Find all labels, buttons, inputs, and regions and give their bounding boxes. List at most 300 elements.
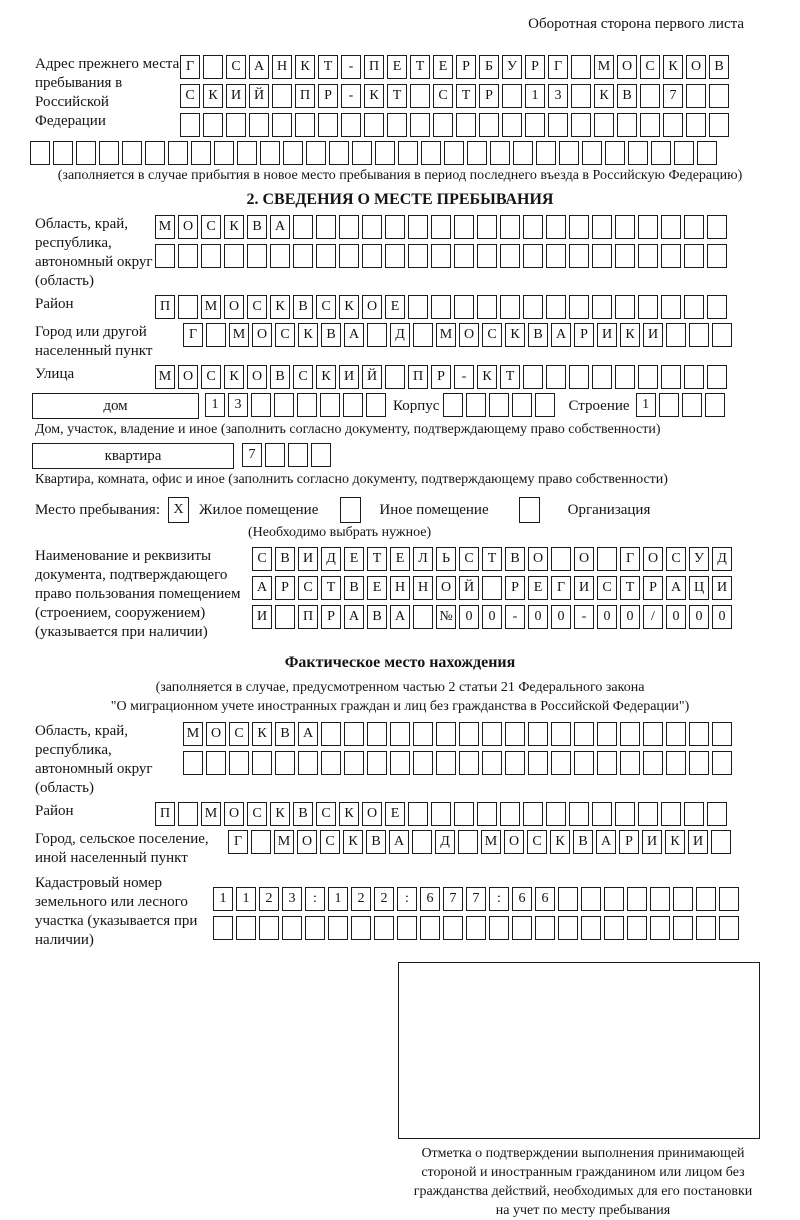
char-box: М bbox=[201, 802, 221, 826]
document-label: Наименование и реквизиты документа, подтверждающего право пользования помещением (строением, сооружением) (указывается при наличии) bbox=[35, 548, 241, 640]
char-box bbox=[712, 323, 732, 347]
char-box bbox=[206, 323, 226, 347]
actual-location-title: Фактическое место нахождения bbox=[284, 654, 516, 671]
char-box bbox=[362, 244, 382, 268]
document-row-2 bbox=[252, 576, 735, 600]
house-caption: Дом, участок, владение и иное (заполнить согласно документу, подтверждающему право собственности) bbox=[35, 422, 661, 437]
char-box bbox=[408, 215, 428, 239]
stamp-caption-line-4: на учет по месту пребывания bbox=[495, 1203, 671, 1218]
char-box bbox=[367, 751, 387, 775]
char-box: Н bbox=[390, 576, 410, 600]
char-box: А bbox=[596, 830, 616, 854]
char-box: А bbox=[249, 55, 269, 79]
char-box bbox=[627, 887, 647, 911]
char-box bbox=[696, 916, 716, 940]
char-box bbox=[523, 244, 543, 268]
char-box: 6 bbox=[512, 887, 532, 911]
char-box: И bbox=[712, 576, 732, 600]
char-box bbox=[615, 244, 635, 268]
char-box bbox=[206, 751, 226, 775]
char-box bbox=[306, 141, 326, 165]
char-box: 2 bbox=[351, 887, 371, 911]
char-box bbox=[659, 393, 679, 417]
stay-type-line bbox=[35, 497, 800, 523]
char-box bbox=[316, 244, 336, 268]
char-box: С bbox=[666, 547, 686, 571]
char-box: К bbox=[663, 55, 683, 79]
char-box: Д bbox=[390, 323, 410, 347]
region-field bbox=[35, 215, 800, 291]
char-box: Р bbox=[619, 830, 639, 854]
char-box bbox=[408, 295, 428, 319]
char-box: С bbox=[316, 295, 336, 319]
char-box bbox=[551, 722, 571, 746]
char-box bbox=[523, 215, 543, 239]
char-box bbox=[684, 295, 704, 319]
char-box: К bbox=[364, 84, 384, 108]
apartment-boxes bbox=[242, 443, 334, 467]
char-box bbox=[697, 141, 717, 165]
char-box bbox=[489, 916, 509, 940]
char-box: В bbox=[344, 576, 364, 600]
char-box bbox=[454, 802, 474, 826]
char-box bbox=[705, 393, 725, 417]
char-box bbox=[689, 323, 709, 347]
char-box bbox=[297, 393, 317, 417]
stroenie-boxes bbox=[636, 393, 728, 417]
cadastral-rows bbox=[213, 887, 742, 940]
city-label: Город или другой населенный пункт bbox=[35, 324, 153, 359]
city-field bbox=[35, 323, 800, 361]
section2-title: 2. СВЕДЕНИЯ О МЕСТЕ ПРЕБЫВАНИЯ bbox=[246, 191, 554, 208]
char-box: Е bbox=[387, 55, 407, 79]
char-box: 0 bbox=[666, 605, 686, 629]
region-rows bbox=[155, 215, 730, 268]
char-box bbox=[512, 393, 532, 417]
char-box: Д bbox=[321, 547, 341, 571]
char-box: : bbox=[489, 887, 509, 911]
char-box: В bbox=[275, 722, 295, 746]
char-box: О bbox=[436, 576, 456, 600]
char-box: Е bbox=[344, 547, 364, 571]
city-row bbox=[183, 323, 735, 347]
char-box bbox=[505, 751, 525, 775]
char-box: Р bbox=[574, 323, 594, 347]
char-box bbox=[431, 295, 451, 319]
char-box bbox=[711, 830, 731, 854]
char-box bbox=[686, 84, 706, 108]
char-box bbox=[551, 547, 571, 571]
char-box: С bbox=[527, 830, 547, 854]
char-box bbox=[719, 916, 739, 940]
char-box: А bbox=[344, 605, 364, 629]
char-box: 0 bbox=[551, 605, 571, 629]
char-box: 2 bbox=[374, 887, 394, 911]
char-box: 0 bbox=[482, 605, 502, 629]
char-box bbox=[343, 393, 363, 417]
char-box: 0 bbox=[712, 605, 732, 629]
char-box bbox=[592, 802, 612, 826]
char-box: В bbox=[293, 295, 313, 319]
char-box: С bbox=[252, 547, 272, 571]
char-box bbox=[293, 244, 313, 268]
char-box bbox=[643, 751, 663, 775]
char-box: К bbox=[477, 365, 497, 389]
char-box bbox=[339, 215, 359, 239]
char-box: Т bbox=[410, 55, 430, 79]
char-box: К bbox=[224, 215, 244, 239]
char-box: К bbox=[203, 84, 223, 108]
char-box bbox=[546, 802, 566, 826]
char-box bbox=[569, 215, 589, 239]
char-box bbox=[592, 244, 612, 268]
char-box bbox=[366, 393, 386, 417]
korpus-boxes bbox=[443, 393, 558, 417]
char-box bbox=[661, 295, 681, 319]
char-box: С bbox=[247, 802, 267, 826]
stamp-box bbox=[398, 962, 760, 1139]
char-box bbox=[615, 365, 635, 389]
char-box bbox=[482, 722, 502, 746]
char-box bbox=[571, 113, 591, 137]
char-box: Т bbox=[500, 365, 520, 389]
char-box: О bbox=[247, 365, 267, 389]
char-box bbox=[707, 802, 727, 826]
char-box: О bbox=[178, 365, 198, 389]
char-box bbox=[53, 141, 73, 165]
char-box bbox=[525, 113, 545, 137]
char-box: М bbox=[594, 55, 614, 79]
char-box: У bbox=[689, 547, 709, 571]
house-line bbox=[32, 393, 800, 419]
char-box: С bbox=[275, 323, 295, 347]
char-box bbox=[341, 113, 361, 137]
char-box: 1 bbox=[236, 887, 256, 911]
actual-region-rows bbox=[183, 722, 735, 775]
char-box: 0 bbox=[620, 605, 640, 629]
char-box bbox=[592, 215, 612, 239]
char-box: 3 bbox=[228, 393, 248, 417]
char-box: Й bbox=[249, 84, 269, 108]
stamp-caption-line-1: Отметка о подтверждении выполнения принимающей bbox=[421, 1146, 745, 1161]
char-box: В bbox=[528, 323, 548, 347]
char-box: 7 bbox=[466, 887, 486, 911]
char-box: Т bbox=[482, 547, 502, 571]
char-box: С bbox=[316, 802, 336, 826]
char-box: С bbox=[201, 365, 221, 389]
char-box bbox=[569, 802, 589, 826]
char-box bbox=[145, 141, 165, 165]
char-box: Д bbox=[435, 830, 455, 854]
char-box: П bbox=[298, 605, 318, 629]
char-box: 1 bbox=[205, 393, 225, 417]
char-box: О bbox=[224, 295, 244, 319]
char-box: Т bbox=[318, 55, 338, 79]
char-box bbox=[707, 365, 727, 389]
char-box bbox=[420, 916, 440, 940]
street-label: Улица bbox=[35, 366, 75, 382]
char-box bbox=[282, 916, 302, 940]
char-box: М bbox=[155, 215, 175, 239]
char-box bbox=[569, 365, 589, 389]
char-box: И bbox=[688, 830, 708, 854]
char-box bbox=[571, 55, 591, 79]
char-box: 1 bbox=[328, 887, 348, 911]
char-box bbox=[523, 365, 543, 389]
char-box bbox=[628, 141, 648, 165]
char-box bbox=[201, 244, 221, 268]
char-box bbox=[696, 887, 716, 911]
char-box: 0 bbox=[528, 605, 548, 629]
char-box: И bbox=[252, 605, 272, 629]
char-box bbox=[272, 84, 292, 108]
char-box bbox=[477, 295, 497, 319]
char-box: С bbox=[433, 84, 453, 108]
char-box bbox=[523, 295, 543, 319]
char-box: С bbox=[459, 547, 479, 571]
region-row-1 bbox=[155, 215, 730, 239]
char-box: И bbox=[643, 323, 663, 347]
char-box bbox=[413, 751, 433, 775]
actual-district-row bbox=[155, 802, 730, 826]
char-box bbox=[183, 751, 203, 775]
char-box: Т bbox=[620, 576, 640, 600]
char-box bbox=[597, 547, 617, 571]
char-box: Р bbox=[321, 605, 341, 629]
char-box bbox=[431, 244, 451, 268]
actual-city-field bbox=[35, 830, 800, 868]
char-box: В bbox=[505, 547, 525, 571]
char-box bbox=[191, 141, 211, 165]
char-box: К bbox=[594, 84, 614, 108]
char-box bbox=[686, 113, 706, 137]
char-box bbox=[500, 295, 520, 319]
char-box: А bbox=[389, 830, 409, 854]
char-box bbox=[535, 393, 555, 417]
char-box bbox=[661, 365, 681, 389]
char-box bbox=[548, 113, 568, 137]
char-box bbox=[651, 141, 671, 165]
char-box: М bbox=[481, 830, 501, 854]
char-box bbox=[454, 295, 474, 319]
char-box bbox=[674, 141, 694, 165]
char-box bbox=[467, 141, 487, 165]
char-box bbox=[597, 751, 617, 775]
char-box bbox=[482, 751, 502, 775]
cadastral-field bbox=[35, 874, 800, 950]
char-box bbox=[502, 113, 522, 137]
char-box: М bbox=[201, 295, 221, 319]
char-box bbox=[275, 605, 295, 629]
char-box bbox=[638, 295, 658, 319]
char-box bbox=[640, 113, 660, 137]
char-box: - bbox=[341, 84, 361, 108]
char-box: Г bbox=[183, 323, 203, 347]
char-box: Й bbox=[459, 576, 479, 600]
char-box: О bbox=[504, 830, 524, 854]
char-box bbox=[213, 916, 233, 940]
char-box bbox=[505, 722, 525, 746]
char-box: А bbox=[270, 215, 290, 239]
char-box: - bbox=[505, 605, 525, 629]
char-box: П bbox=[155, 295, 175, 319]
char-box bbox=[410, 113, 430, 137]
char-box: 0 bbox=[597, 605, 617, 629]
char-box: С bbox=[298, 576, 318, 600]
char-box bbox=[362, 215, 382, 239]
option-residential-label: Жилое помещение bbox=[199, 501, 319, 518]
street-row bbox=[155, 365, 730, 389]
char-box bbox=[707, 244, 727, 268]
char-box bbox=[640, 84, 660, 108]
char-box: К bbox=[252, 722, 272, 746]
char-box: К bbox=[505, 323, 525, 347]
char-box: К bbox=[224, 365, 244, 389]
char-box bbox=[604, 887, 624, 911]
char-box: Т bbox=[321, 576, 341, 600]
char-box: Т bbox=[387, 84, 407, 108]
region-row-2 bbox=[155, 244, 730, 268]
char-box bbox=[155, 244, 175, 268]
char-box bbox=[265, 443, 285, 467]
prev-address-caption: (заполняется в случае прибытия в новое место пребывания в период последнего въезда в Российскую Федерацию) bbox=[57, 168, 743, 183]
char-box: Й bbox=[362, 365, 382, 389]
char-box bbox=[707, 295, 727, 319]
prev-address-row-2 bbox=[180, 84, 732, 108]
char-box: К bbox=[295, 55, 315, 79]
char-box bbox=[574, 722, 594, 746]
char-box: И bbox=[339, 365, 359, 389]
option-other-premises-label: Иное помещение bbox=[379, 501, 489, 518]
char-box bbox=[592, 365, 612, 389]
char-box bbox=[661, 215, 681, 239]
char-box: С bbox=[201, 215, 221, 239]
actual-region-field bbox=[35, 722, 800, 798]
char-box bbox=[367, 722, 387, 746]
char-box: 6 bbox=[535, 887, 555, 911]
char-box bbox=[283, 141, 303, 165]
char-box: 0 bbox=[689, 605, 709, 629]
document-row-3 bbox=[252, 605, 735, 629]
char-box: К bbox=[270, 295, 290, 319]
char-box bbox=[178, 295, 198, 319]
char-box bbox=[364, 113, 384, 137]
char-box bbox=[684, 244, 704, 268]
char-box bbox=[260, 141, 280, 165]
char-box bbox=[122, 141, 142, 165]
char-box: С bbox=[247, 295, 267, 319]
char-box bbox=[444, 141, 464, 165]
char-box: С bbox=[320, 830, 340, 854]
char-box bbox=[661, 802, 681, 826]
char-box: М bbox=[183, 722, 203, 746]
actual-district-field bbox=[35, 802, 800, 826]
char-box: Р bbox=[275, 576, 295, 600]
actual-location-caption-1: (заполняется в случае, предусмотренном частью 2 статьи 21 Федерального закона bbox=[155, 680, 645, 695]
char-box bbox=[477, 244, 497, 268]
char-box bbox=[466, 916, 486, 940]
char-box bbox=[666, 722, 686, 746]
char-box bbox=[638, 365, 658, 389]
actual-location-caption-2: "О миграционном учете иностранных граждан и лиц без гражданства в Российской Федерации") bbox=[110, 699, 690, 714]
char-box bbox=[251, 830, 271, 854]
char-box bbox=[328, 916, 348, 940]
char-box: Е bbox=[385, 802, 405, 826]
prev-address-field bbox=[35, 55, 800, 137]
char-box: А bbox=[344, 323, 364, 347]
char-box: В bbox=[275, 547, 295, 571]
char-box: В bbox=[366, 830, 386, 854]
prev-address-row-3 bbox=[180, 113, 732, 137]
char-box: 1 bbox=[636, 393, 656, 417]
char-box bbox=[689, 722, 709, 746]
char-box bbox=[30, 141, 50, 165]
char-box: П bbox=[408, 365, 428, 389]
char-box: Г bbox=[551, 576, 571, 600]
char-box bbox=[295, 113, 315, 137]
char-box bbox=[528, 751, 548, 775]
char-box bbox=[558, 887, 578, 911]
char-box: К bbox=[270, 802, 290, 826]
char-box: П bbox=[155, 802, 175, 826]
stamp-caption bbox=[398, 1144, 768, 1220]
char-box: Н bbox=[272, 55, 292, 79]
char-box: 1 bbox=[525, 84, 545, 108]
char-box bbox=[436, 751, 456, 775]
actual-region-row-1 bbox=[183, 722, 735, 746]
char-box: О bbox=[643, 547, 663, 571]
char-box: К bbox=[550, 830, 570, 854]
char-box: В bbox=[321, 323, 341, 347]
char-box bbox=[99, 141, 119, 165]
char-box bbox=[344, 751, 364, 775]
char-box bbox=[76, 141, 96, 165]
char-box: М bbox=[274, 830, 294, 854]
char-box bbox=[454, 244, 474, 268]
street-field bbox=[35, 365, 800, 389]
char-box: О bbox=[617, 55, 637, 79]
char-box bbox=[513, 141, 533, 165]
char-box: В bbox=[367, 605, 387, 629]
char-box bbox=[663, 113, 683, 137]
char-box bbox=[431, 215, 451, 239]
char-box bbox=[512, 916, 532, 940]
char-box bbox=[477, 215, 497, 239]
char-box bbox=[684, 802, 704, 826]
char-box bbox=[367, 323, 387, 347]
char-box: К bbox=[339, 295, 359, 319]
char-box bbox=[523, 802, 543, 826]
page-side-note: Оборотная сторона первого листа bbox=[528, 16, 744, 32]
region-label: Область, край, республика, автономный округ (область) bbox=[35, 216, 153, 289]
char-box: В bbox=[293, 802, 313, 826]
char-box: У bbox=[502, 55, 522, 79]
char-box bbox=[374, 916, 394, 940]
char-box: С bbox=[293, 365, 313, 389]
char-box bbox=[387, 113, 407, 137]
stamp-caption-line-3: гражданства действий, необходимых для его постановки bbox=[413, 1184, 753, 1199]
char-box: К bbox=[339, 802, 359, 826]
char-box: П bbox=[364, 55, 384, 79]
char-box bbox=[178, 802, 198, 826]
char-box bbox=[684, 365, 704, 389]
char-box: К bbox=[343, 830, 363, 854]
char-box bbox=[397, 916, 417, 940]
char-box bbox=[479, 113, 499, 137]
prev-address-row-1 bbox=[180, 55, 732, 79]
char-box: К bbox=[298, 323, 318, 347]
char-box: Е bbox=[367, 576, 387, 600]
